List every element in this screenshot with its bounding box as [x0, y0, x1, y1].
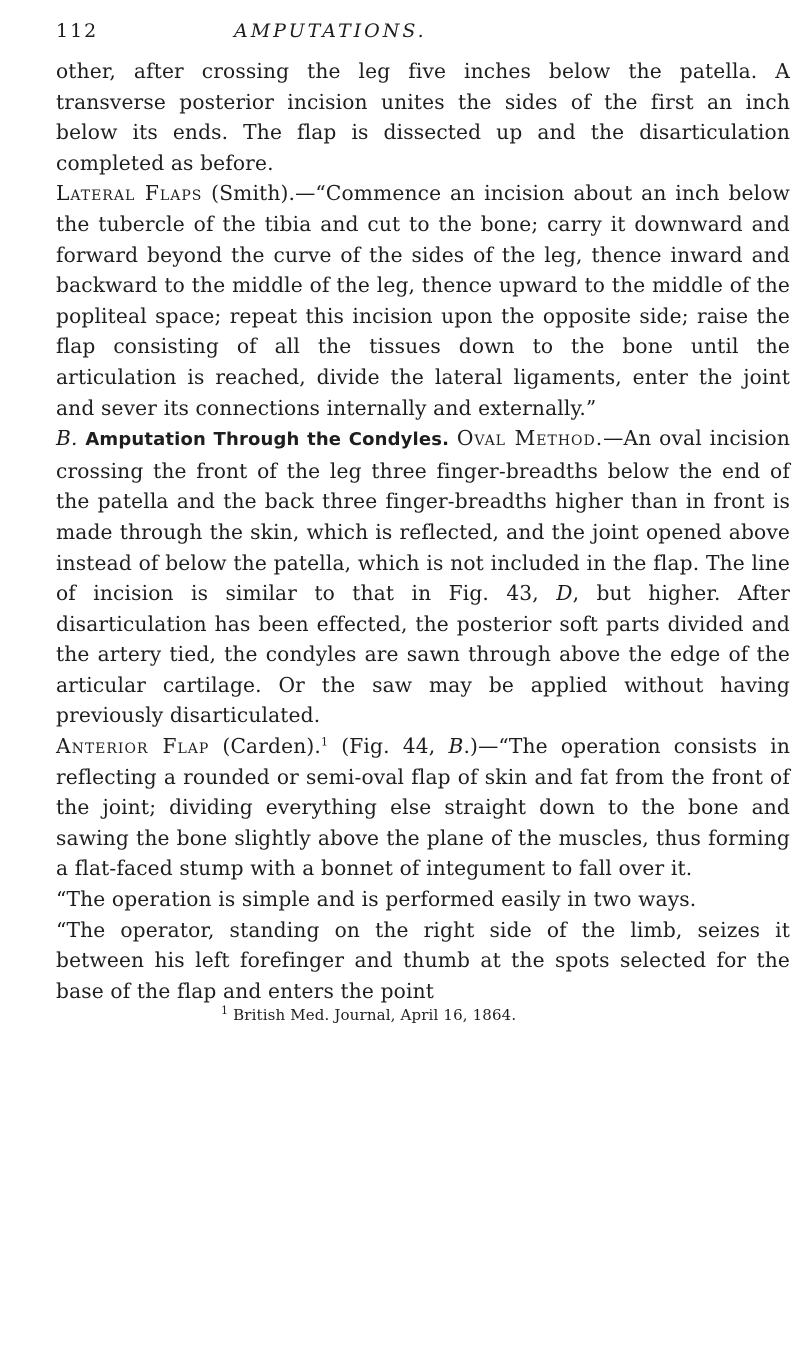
paragraph-condyles	[56, 423, 790, 731]
page	[56, 20, 790, 1024]
footnote	[56, 1006, 790, 1024]
condyles-fig-letter: D	[556, 581, 573, 606]
anterior-flap-text-b: .)—“The operation consists in reflecting a rounded or semi-oval flap of skin and fat from the front of the joint; dividing everything else straight down to the bone and sawing the bone slightly above the plane of the muscles, thus forming a flat-faced stump with a bonnet of integument to fall over it.	[56, 734, 790, 881]
lateral-flaps-text: (Smith).—“Commence an incision about an inch below the tubercle of the tibia and cut to the bone; carry it downward and forward beyond the curve of the sides of the leg, thence inward and backward to the middle of the leg, thence upward to the middle of the popliteal space; repeat this incision upon the opposite side; raise the flap consisting of all the tissues down to the bone until the articulation is reached, divide the lateral ligaments, enter the joint and sever its connections internally and externally.”	[56, 181, 790, 420]
operator-text: “The operator, standing on the right side of the limb, seizes it between his left forefinger and thumb at the spots selected for the base of the flap and enters the point	[56, 917, 790, 1003]
running-title: AMPUTATIONS.	[234, 20, 427, 42]
paragraph-1-text: other, after crossing the leg five inches below the patella. A transverse posterior incision unites the sides of the first an inch below its ends. The flap is dissected up and the disarticulation completed as before.	[56, 59, 790, 175]
page-number: 112	[56, 20, 99, 42]
anterior-flap-text-a: (Fig. 44,	[328, 734, 449, 759]
oval-method-label: Oval Method.	[456, 426, 604, 451]
body-text	[56, 56, 790, 1024]
footnote-mark: 1	[221, 1004, 229, 1018]
section-letter: B.	[56, 426, 78, 451]
anterior-flap-label: Anterior Flap	[56, 734, 210, 759]
running-head	[56, 20, 790, 50]
section-heading: Amputation Through the Condyles.	[85, 429, 450, 451]
operation-simple-text: “The operation is simple and is performed easily in two ways.	[56, 887, 697, 912]
footnote-reference: 1	[320, 735, 329, 749]
condyles-text-a: —An oval incision crossing the front of the leg three finger-breadths below the end of the patella and the back three finger-breadths higher than in front is made through the skin, which is reflected, and the joint opened above instead of below the patella, which is not included in the flap. The line of incision is similar to that in Fig. 43,	[56, 426, 790, 606]
paragraph-anterior-flap	[56, 731, 790, 884]
anterior-flap-author: (Carden).	[209, 734, 321, 759]
lateral-flaps-label: Lateral Flaps	[56, 181, 203, 206]
paragraph-operator	[56, 915, 790, 1007]
paragraph-operation-simple	[56, 884, 790, 915]
anterior-flap-fig-letter: B	[448, 734, 464, 759]
paragraph-1	[56, 56, 790, 178]
paragraph-lateral-flaps	[56, 178, 790, 423]
footnote-text: British Med. Journal, April 16, 1864.	[228, 1006, 517, 1025]
condyles-text-b: , but higher. After disarticulation has been effected, the posterior soft parts divided and the artery tied, the condyles are sawn through above the edge of the articular cartilage. Or the saw may be applied without having previously disarticulated.	[56, 581, 791, 728]
